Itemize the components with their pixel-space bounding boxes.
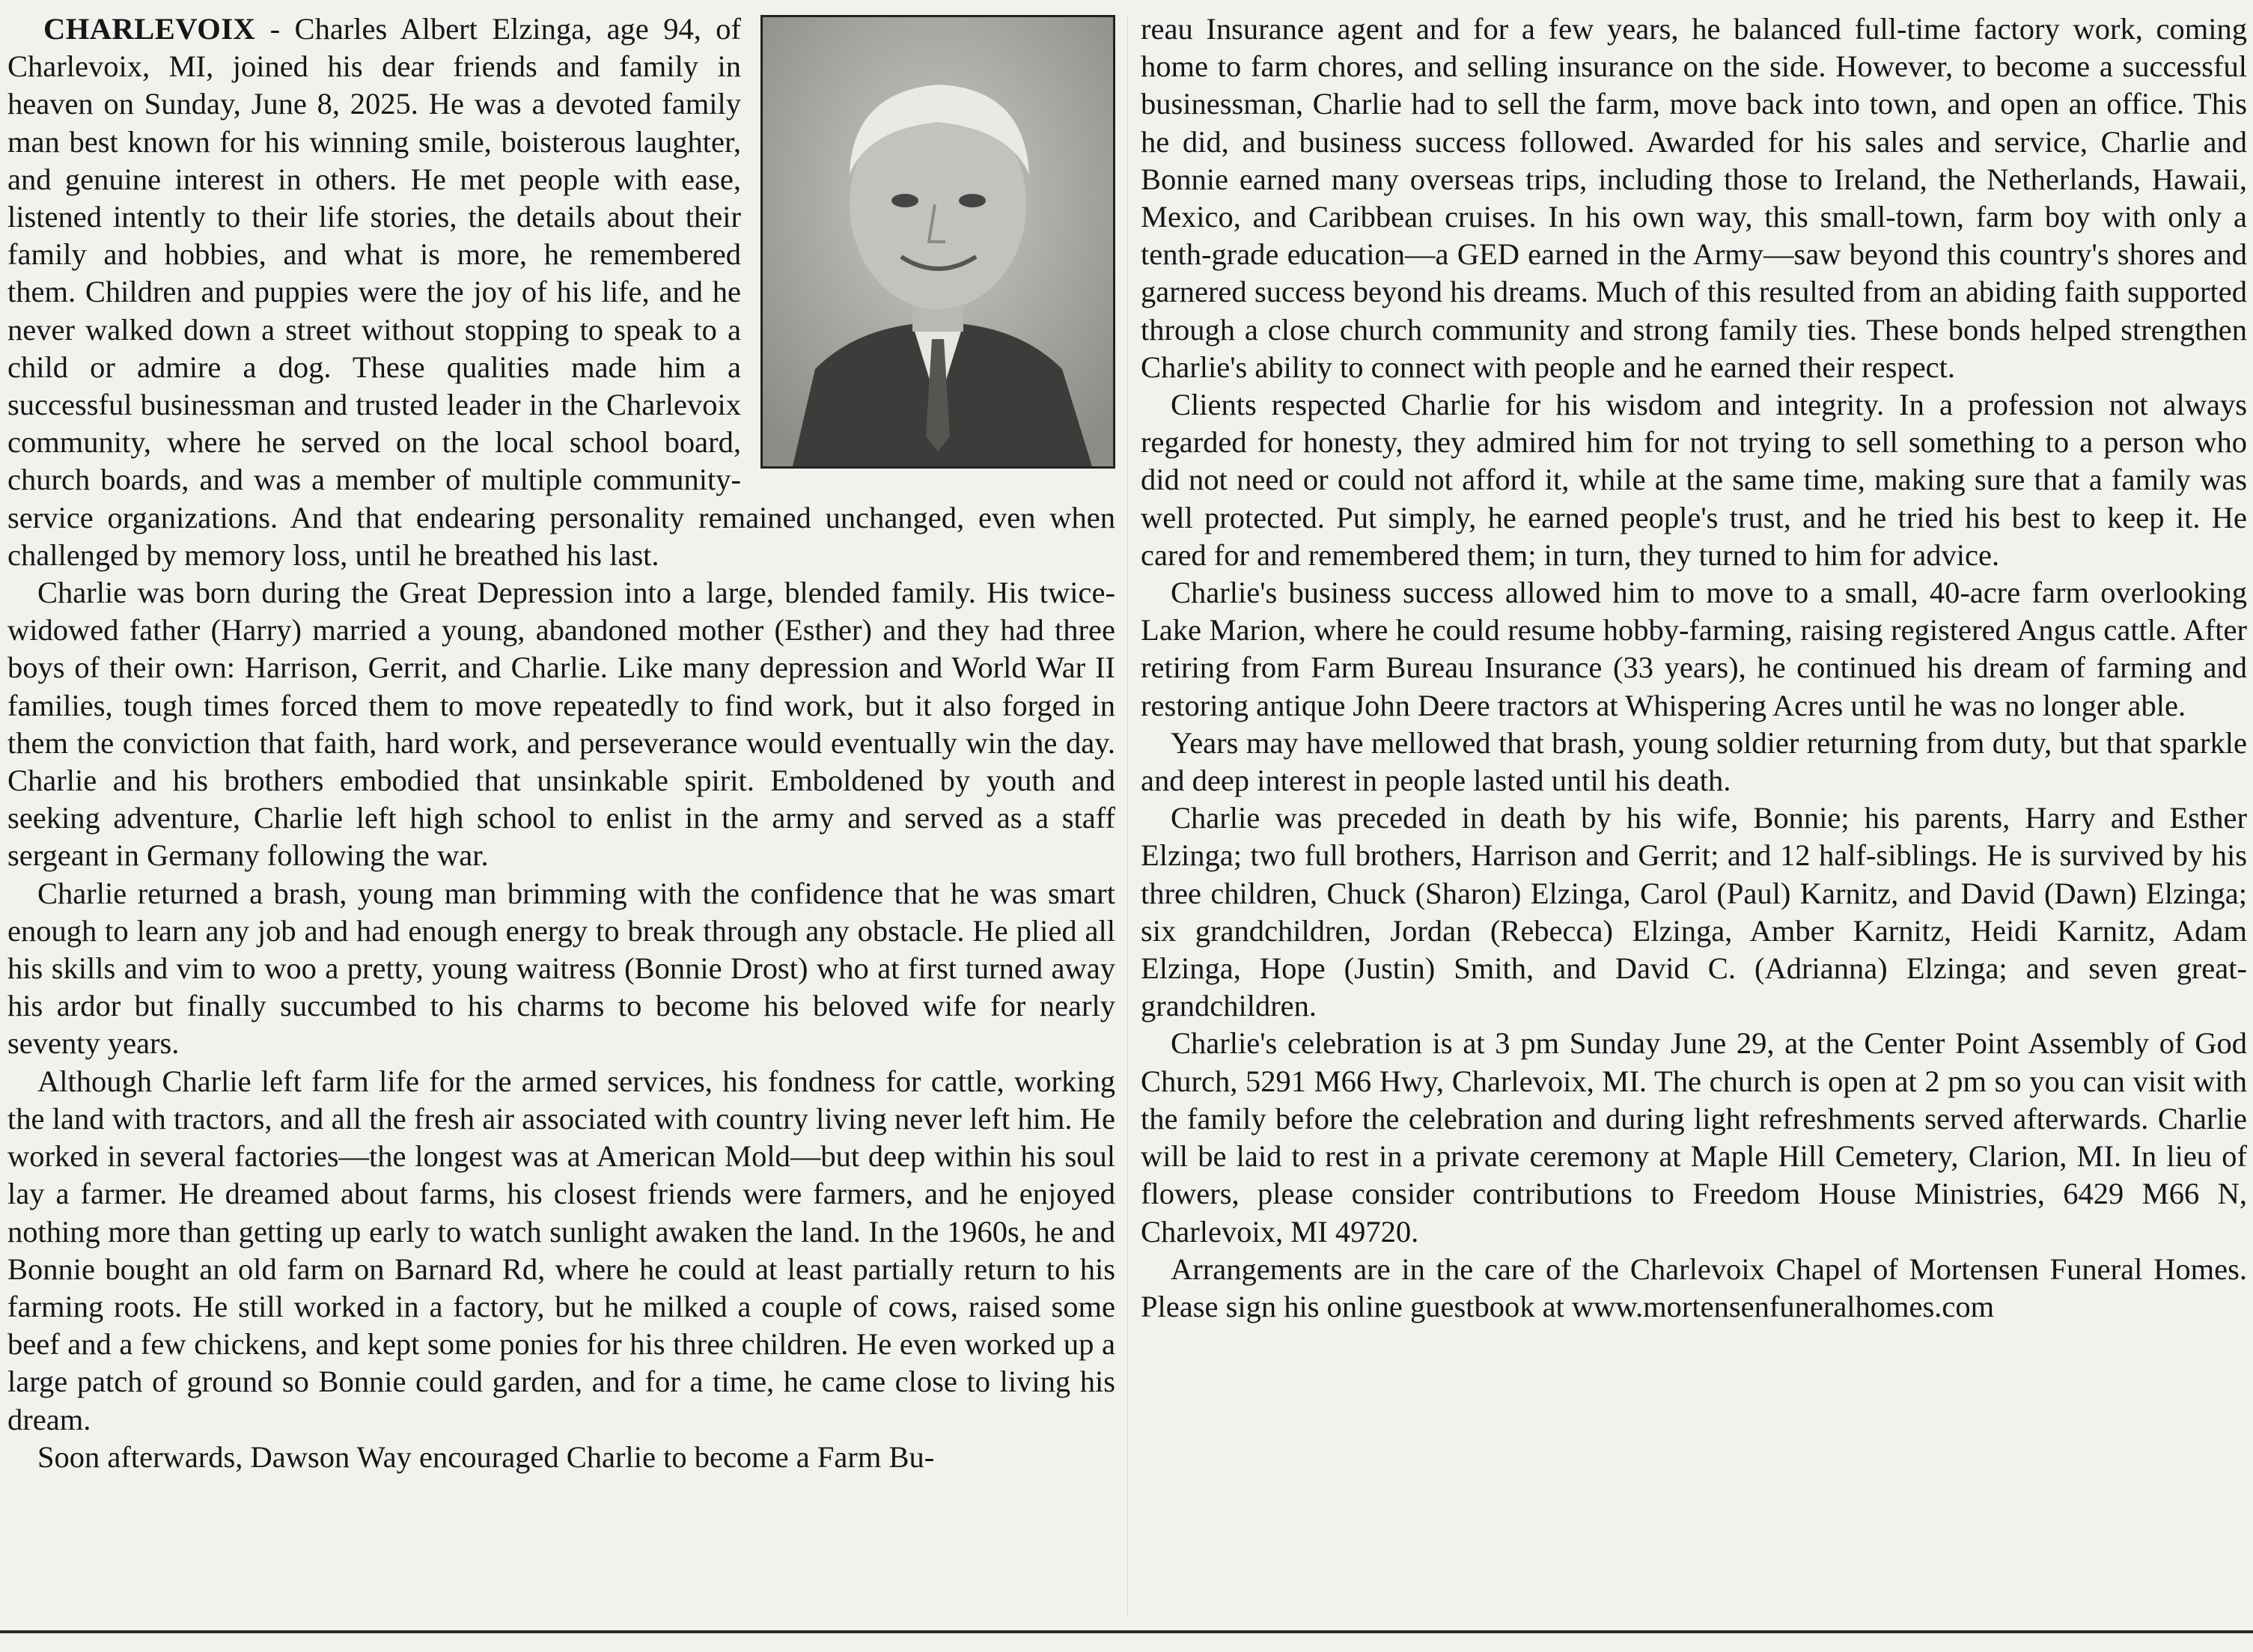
- right-column: [1141, 10, 2247, 1326]
- body-paragraph: Charlie was born during the Great Depression into a large, blended family. His twice-widowed father (Harry) married a young, abandoned mother (Esther) and they had three boys of their own: Harrison, Gerrit, and Charlie. Like many depression and World War II families, tough times forced them to move repeatedly to find work, but it also forged in them the conviction that faith, hard work, and perseverance would eventually win the day. Charlie and his brothers embodied that unsinkable spirit. Emboldened by youth and seeking adventure, Charlie left high school to enlist in the army and served as a staff sergeant in Germany following the war.: [7, 576, 1115, 873]
- body-paragraph: Charlie's business success allowed him to move to a small, 40-acre farm overlooking Lake Marion, where he could resume hobby-farming, raising registered Angus cattle. After retiring from Farm Bureau Insurance (33 years), he continued his dream of farming and restoring antique John Deere tractors at Whispering Acres until he was no longer able.: [1141, 576, 2247, 722]
- survivors-paragraph: Charlie was preceded in death by his wife, Bonnie; his parents, Harry and Esther Elzinga; two full brothers, Harrison and Gerrit; and 12 half-siblings. He is survived by his three children, Chuck (Sharon) Elzinga, Carol (Paul) Karnitz, and David (Dawn) Elzinga; six grandchildren, Jordan (Rebecca) Elzinga, Amber Karnitz, Heidi Karnitz, Adam Elzinga, Hope (Justin) Smith, and David C. (Adrianna) Elzinga; and seven great-grandchildren.: [1141, 801, 2247, 1023]
- column-divider: [1127, 15, 1128, 1617]
- portrait-photo-icon: [760, 15, 1115, 469]
- bottom-rule: [0, 1630, 2253, 1633]
- continued-paragraph: reau Insurance agent and for a few years, he balanced full-time factory work, coming home to farm chores, and selling insurance on the side. However, to become a successful businessman, Charlie had to sell the farm, move back into town, and open an office. This he did, and business success followed. Awarded for his sales and service, Charlie and Bonnie earned many overseas trips, including those to Ireland, the Netherlands, Hawaii, Mexico, and Caribbean cruises. In his own way, this small-town, farm boy with only a tenth-grade education—a GED earned in the Army—saw beyond this country's shores and garnered success beyond his dreams. Much of this resulted from an abiding faith supported through a close church community and strong family ties. These bonds helped strengthen Charlie's ability to connect with people and he earned their respect.: [1141, 12, 2247, 384]
- left-column: [7, 10, 1115, 1476]
- dateline: CHARLEVOIX: [43, 12, 256, 46]
- service-details-paragraph: Charlie's celebration is at 3 pm Sunday June 29, at the Center Point Assembly of God Church, 5291 M66 Hwy, Charlevoix, MI. The church is open at 2 pm so you can visit with the family before the celebration and during light refreshments served afterwards. Charlie will be laid to rest in a private ceremony at Maple Hill Cemetery, Clarion, MI. In lieu of flowers, please consider contributions to Freedom House Ministries, 6429 M66 N, Charlevoix, MI 49720.: [1141, 1026, 2247, 1249]
- body-paragraph: Clients respected Charlie for his wisdom and integrity. In a profession not always regarded for honesty, they admired him for not trying to sell something to a person who did not need or could not afford it, while at the same time, making sure that a family was well protected. Put simply, he earned people's trust, and he tried his best to keep it. He cared for and remembered them; in turn, they turned to him for advice.: [1141, 388, 2247, 572]
- intro-text: - Charles Albert Elzinga, age 94, of Charlevoix, MI, joined his dear friends and family in heaven on Sunday, June 8, 2025. He was a devoted family man best known for his winning smile, boisterous laughter, and genuine interest in others. He met people with ease, listened intently to their life stories, the details about their family and hobbies, and what is more, he remembered them. Children and puppies were the joy of his life, and he never walked down a street without stopping to speak to a child or admire a dog. These qualities made him a successful businessman and trusted leader in the Charlevoix community, where he served on the local school board, church boards, and was a member of multiple community-service organizations. And that endearing personality remained unchanged, even when challenged by memory loss, until he breathed his last.: [7, 12, 1115, 572]
- body-paragraph: Charlie returned a brash, young man brimming with the confidence that he was smart enough to learn any job and had enough energy to break through any obstacle. He plied all his skills and vim to woo a pretty, young waitress (Bonnie Drost) who at first turned away his ardor but finally succumbed to his charms to become his beloved wife for nearly seventy years.: [7, 876, 1115, 1061]
- body-paragraph: Soon afterwards, Dawson Way encouraged Charlie to become a Farm Bu-: [37, 1439, 935, 1474]
- obituary-intro-paragraph: [7, 10, 1115, 574]
- arrangements-paragraph: Arrangements are in the care of the Charlevoix Chapel of Mortensen Funeral Homes. Please sign his online guestbook at www.mortensenfuneralhomes.com: [1141, 1252, 2247, 1323]
- body-paragraph: Although Charlie left farm life for the armed services, his fondness for cattle, working the land with tractors, and all the fresh air associated with country living never left him. He worked in several factories—the longest was at American Mold—but deep within his soul lay a farmer. He dreamed about farms, his closest friends were farmers, and he enjoyed nothing more than getting up early to watch sunlight awaken the land. In the 1960s, he and Bonnie bought an old farm on Barnard Rd, where he could at least partially return to his farming roots. He still worked in a factory, but he milked a couple of cows, raised some beef and a few chickens, and kept some ponies for his three children. He even worked up a large patch of ground so Bonnie could garden, and for a time, he came close to living his dream.: [7, 1064, 1115, 1436]
- body-paragraph: Years may have mellowed that brash, young soldier returning from duty, but that sparkle and deep interest in people lasted until his death.: [1141, 725, 2247, 798]
